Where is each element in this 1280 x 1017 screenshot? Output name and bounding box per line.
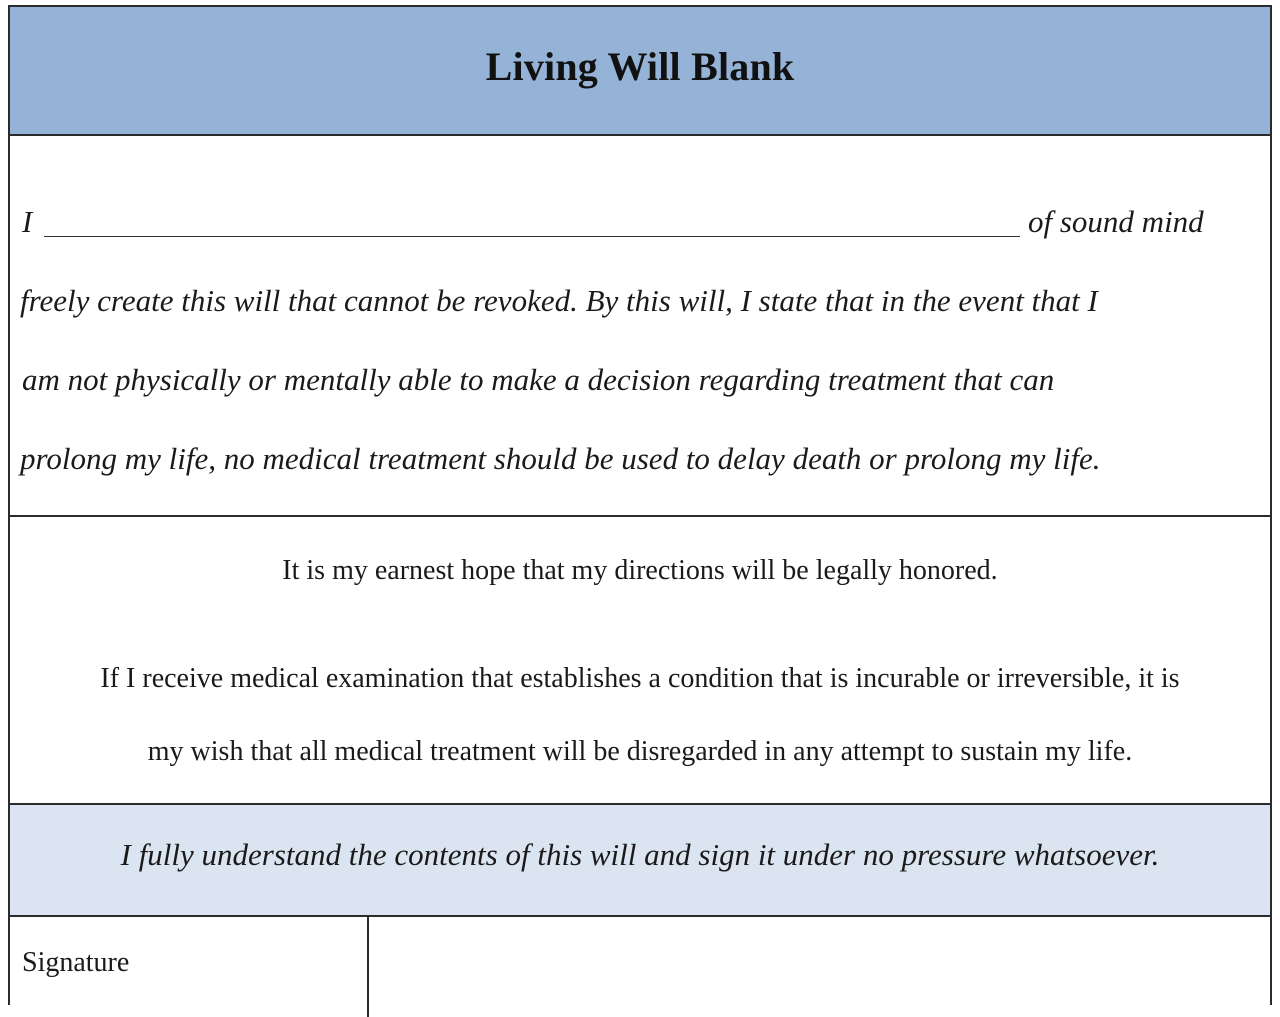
page-title: Living Will Blank — [485, 44, 795, 89]
hope-statement: It is my earnest hope that my directions will be legally honored. — [282, 555, 998, 586]
signature-label: Signature — [22, 947, 130, 978]
title-band — [10, 7, 1270, 136]
acknowledgement-band — [10, 805, 1270, 917]
declaration-line-4: prolong my life, no medical treatment should be used to delay death or prolong my life. — [20, 441, 1101, 476]
declaration-prefix: I — [22, 204, 33, 239]
declaration-line-2: freely create this will that cannot be revoked. By this will, I state that in the event that I — [20, 283, 1098, 318]
name-blank-line[interactable] — [44, 236, 1020, 237]
condition-line-2: my wish that all medical treatment will be disregarded in any attempt to sustain my life. — [147, 736, 1133, 767]
condition-line-1: If I receive medical examination that establishes a condition that is incurable or irreversible, it is — [100, 663, 1180, 694]
living-will-form — [8, 5, 1272, 1005]
signature-divider — [367, 917, 369, 1017]
declaration-suffix: of sound mind — [1028, 204, 1204, 239]
acknowledgement-text: I fully understand the contents of this will and sign it under no pressure whatsoever. — [120, 837, 1160, 872]
directions-section — [10, 517, 1270, 805]
declaration-line-3: am not physically or mentally able to make a decision regarding treatment that can — [22, 362, 1055, 397]
signature-row — [10, 917, 1270, 1017]
declaration-section — [10, 136, 1270, 517]
